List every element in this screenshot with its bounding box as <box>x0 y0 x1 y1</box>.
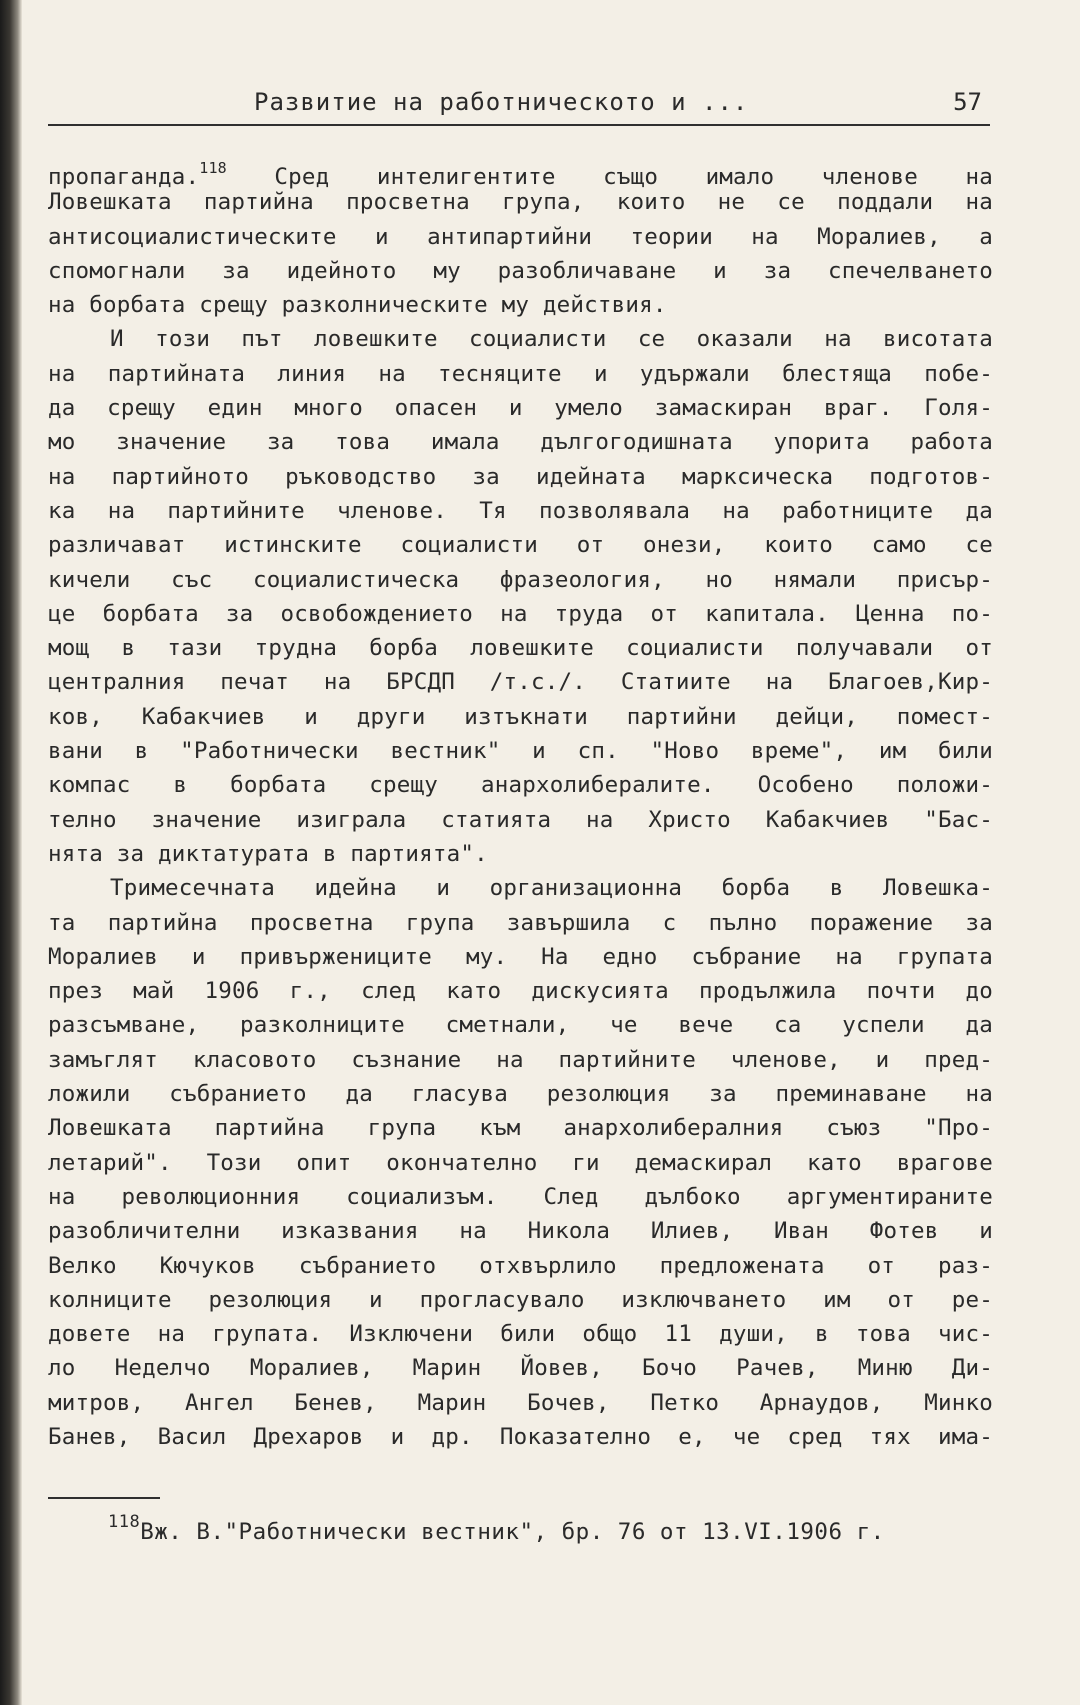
text-line <box>48 151 993 190</box>
text-segment: пропаганда. <box>48 164 200 190</box>
text-line: компас в борбата срещу анархолибералите. Особено положи- <box>48 772 993 799</box>
text-line: вани в "Работнически вестник" и сп. "Ново време", им били <box>48 738 993 765</box>
text-line: летарий". Този опит окончателно ги демаскирал като врагове <box>48 1149 993 1176</box>
text-line: ков, Кабакчиев и други изтъкнати партийни дейци, помест- <box>48 703 993 730</box>
book-page <box>48 0 998 1705</box>
footnote-reference: 118 <box>199 159 227 177</box>
text-line: телно значение изиграла статията на Христо Кабакчиев "Бас- <box>48 806 993 833</box>
text-line: антисоциалистическите и антипартийни теории на Моралиев, а <box>48 223 993 250</box>
text-line: замъглят класовото съзнание на партийните членове, и пред- <box>48 1046 993 1073</box>
page-number: 57 <box>953 88 982 116</box>
text-line: Тримесечната идейна и организационна борба в Ловешка- <box>110 875 993 902</box>
footnote-divider <box>48 1497 160 1499</box>
text-line: Велко Кючуков събранието отхвърлило предложената от раз- <box>48 1252 993 1279</box>
text-line: нята за диктатурата в партията". <box>48 840 488 867</box>
text-line: разобличителни изказвания на Никола Илиев, Иван Фотев и <box>48 1218 993 1245</box>
text-line: ложили събранието да гласува резолюция за преминаване на <box>48 1081 993 1108</box>
book-spine-shadow <box>0 0 22 1705</box>
text-line: мощ в тази трудна борба ловешките социалисти получавали от <box>48 635 993 662</box>
text-line: на революционния социализъм. След дълбоко аргументираните <box>48 1183 993 1210</box>
text-line: на партийното ръководство за идейната марксическа подготов- <box>48 463 993 490</box>
text-line: мо значение за това имала дългогодишната упорита работа <box>48 429 993 456</box>
text-line: ка на партийните членове. Тя позволявала на работниците да <box>48 497 993 524</box>
text-line: Ловешката партийна просветна група, които не се поддали на <box>48 189 993 216</box>
text-line: централния печат на БРСДП /т.с./. Статиите на Благоев,Кир- <box>48 669 993 696</box>
body-text <box>48 151 993 1454</box>
text-line: довете на групата. Изключени били общо 11 души, в това чис- <box>48 1321 993 1348</box>
text-line: на борбата срещу разколническите му действия. <box>48 292 667 319</box>
text-line: Ловешката партийна група към анархолибералния съюз "Про- <box>48 1115 993 1142</box>
text-line: та партийна просветна група завършила с пълно поражение за <box>48 909 993 936</box>
text-line: це борбата за освобождението на труда от капитала. Ценна по- <box>48 600 993 627</box>
footnote-text: Вж. В."Работнически вестник", бр. 76 от 13.VI.1906 г. <box>140 1519 885 1545</box>
text-line: различават истинските социалисти от онези, които само се <box>48 532 993 559</box>
text-segment: Сред интелигентите също имало членове на <box>226 164 993 190</box>
text-line: митров, Ангел Бенев, Марин Бочев, Петко Арнаудов, Минко <box>48 1389 993 1416</box>
footnote-marker: 118 <box>108 1512 141 1532</box>
text-line: кичели със социалистическа фразеология, но нямали присър- <box>48 566 993 593</box>
text-line: Банев, Васил Дрехаров и др. Показателно е, че сред тях има- <box>48 1423 993 1450</box>
text-line: през май 1906 г., след като дискусията продължила почти до <box>48 978 993 1005</box>
footnote <box>108 1512 885 1545</box>
running-title: Развитие на работническото и ... <box>254 88 749 116</box>
text-line: И този път ловешките социалисти се оказали на висотата <box>110 326 993 353</box>
text-line: спомогнали за идейното му разобличаване и за спечелването <box>48 257 993 284</box>
text-line: да срещу един много опасен и умело замаскиран враг. Голя- <box>48 395 993 422</box>
text-line: разсъмване, разколниците сметнали, че вече са успели да <box>48 1012 993 1039</box>
text-line: ло Неделчо Моралиев, Марин Йовев, Бочо Рачев, Миню Ди- <box>48 1355 993 1382</box>
page-header <box>48 88 990 126</box>
text-line: на партийната линия на тесняците и удържали блестяща побе- <box>48 360 993 387</box>
text-line: колниците резолюция и прогласувало изключването им от ре- <box>48 1286 993 1313</box>
text-line: Моралиев и привържениците му. На едно събрание на групата <box>48 943 993 970</box>
